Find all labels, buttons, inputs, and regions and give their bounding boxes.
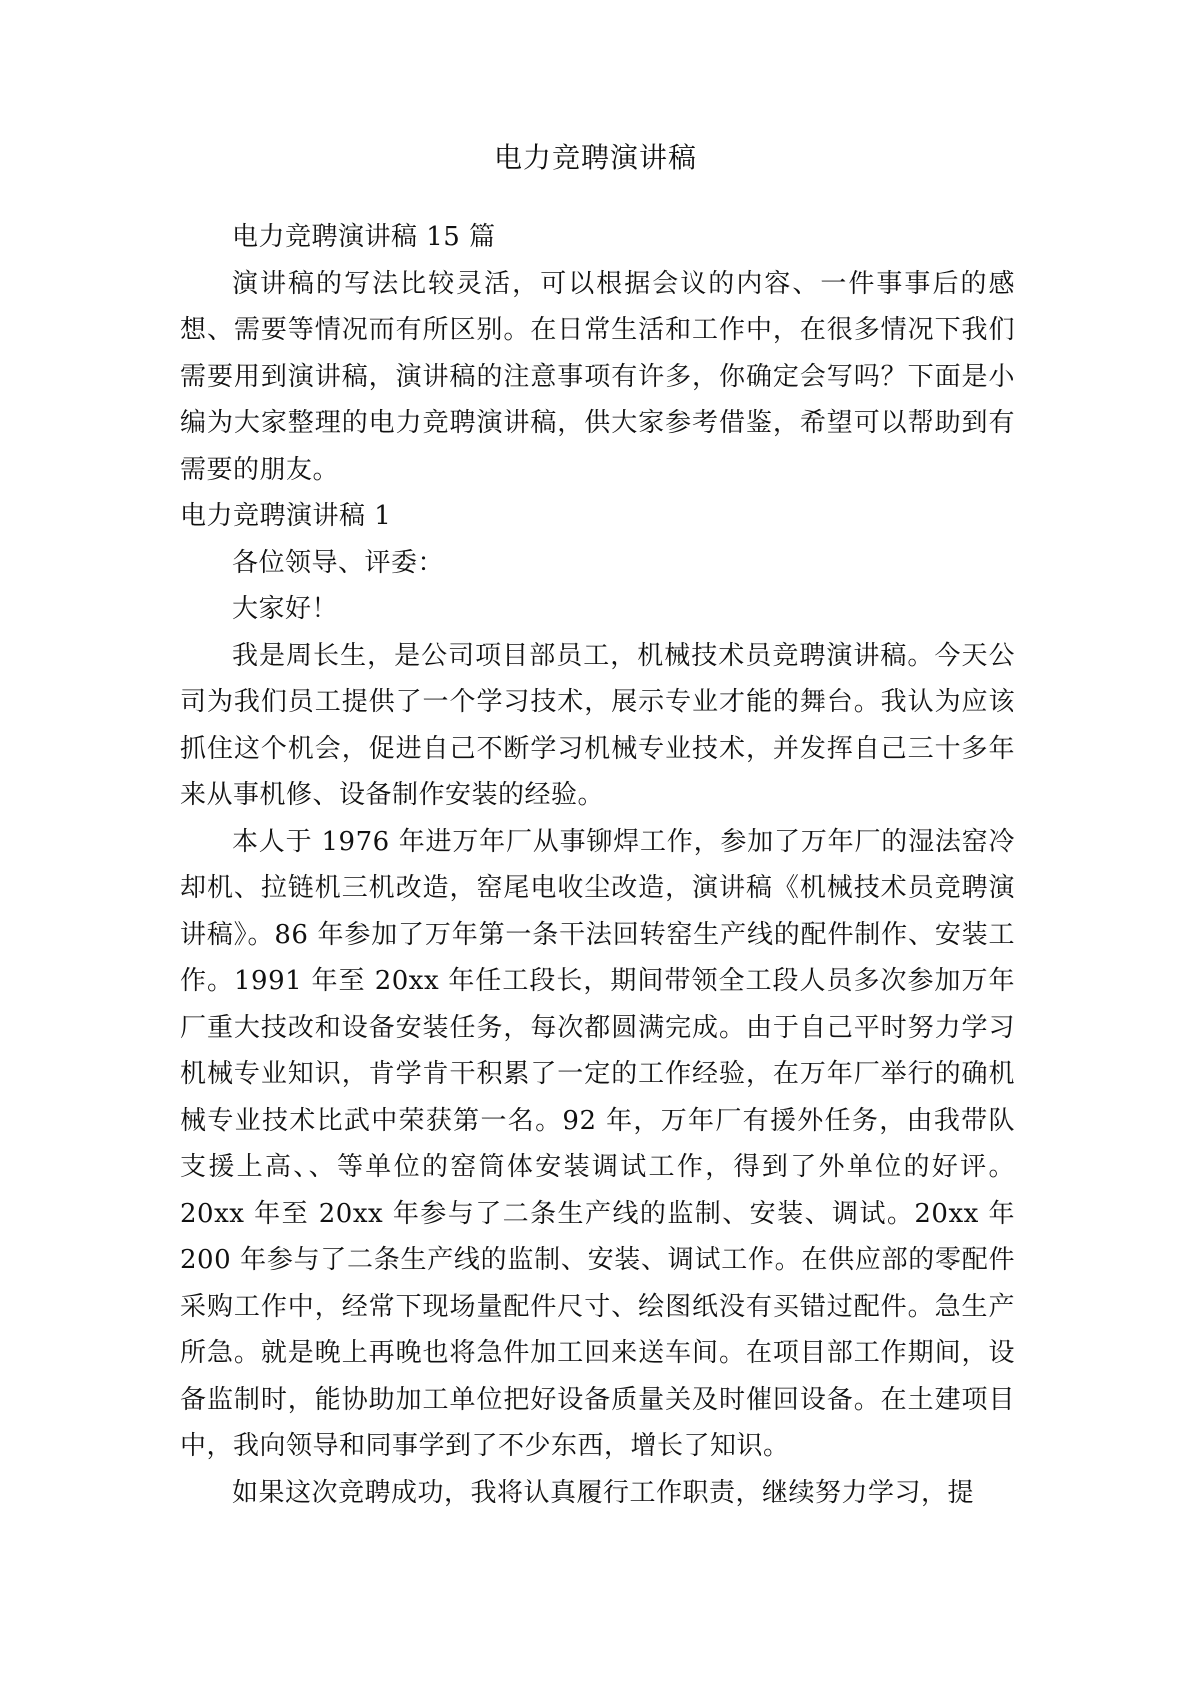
paragraph-work-history: 本人于 1976 年进万年厂从事铆焊工作，参加了万年厂的湿法窑冷却机、拉链机三机改造，窑尾电收尘改造，演讲稿《机械技术员竞聘演讲稿》。86 年参加了万年第一条干法回转窑生产线的配件制作、安装工作。1991 年至 20xx 年任工段长，期间带领全工段人员多次参加万年厂重大技改和设备安装任务，每次都圆满完成。由于自己平时努力学习机械专业知识，肯学肯干积累了一定的工作经验，在万年厂举行的确机械专业技术比武中荣获第一名。92 年，万年厂有援外任务，由我带队支援上高、、等单位的窑筒体安装调试工作，得到了外单位的好评。20xx 年至 20xx 年参与了二条生产线的监制、安装、调试。20xx 年 200 年参与了二条生产线的监制、安装、调试工作。在供应部的零配件采购工作中，经常下现场量配件尺寸、绘图纸没有买错过配件。急生产所急。就是晚上再晚也将急件加工回来送车间。在项目部工作期间，设备监制时，能协助加工单位把好设备质量关及时催回设备。在土建项目中，我向领导和同事学到了不少东西，增长了知识。	[180, 826, 1015, 1461]
paragraph-self-introduction: 我是周长生，是公司项目部员工，机械技术员竞聘演讲稿。今天公司为我们员工提供了一个学习技术，展示专业才能的舞台。我认为应该抓住这个机会，促进自己不断学习机械专业技术，并发挥自己三十多年来从事机修、设备制作安装的经验。	[180, 640, 1015, 810]
paragraph-subtitle: 电力竞聘演讲稿 15 篇	[232, 222, 496, 252]
document-body	[180, 214, 1015, 1516]
paragraph-salutation: 各位领导、评委：	[232, 547, 445, 578]
paragraph-greeting: 大家好！	[232, 594, 339, 624]
paragraph-intro: 演讲稿的写法比较灵活，可以根据会议的内容、一件事事后的感想、需要等情况而有所区别。在日常生活和工作中，在很多情况下我们需要用到演讲稿，演讲稿的注意事项有许多，你确定会写吗？下面是小编为大家整理的电力竞聘演讲稿，供大家参考借鉴，希望可以帮助到有需要的朋友。	[180, 268, 1015, 485]
paragraph-commitment: 如果这次竞聘成功，我将认真履行工作职责，继续努力学习，提	[232, 1477, 975, 1508]
document-title: 电力竞聘演讲稿	[493, 141, 697, 174]
section-heading: 电力竞聘演讲稿 1	[180, 501, 392, 531]
